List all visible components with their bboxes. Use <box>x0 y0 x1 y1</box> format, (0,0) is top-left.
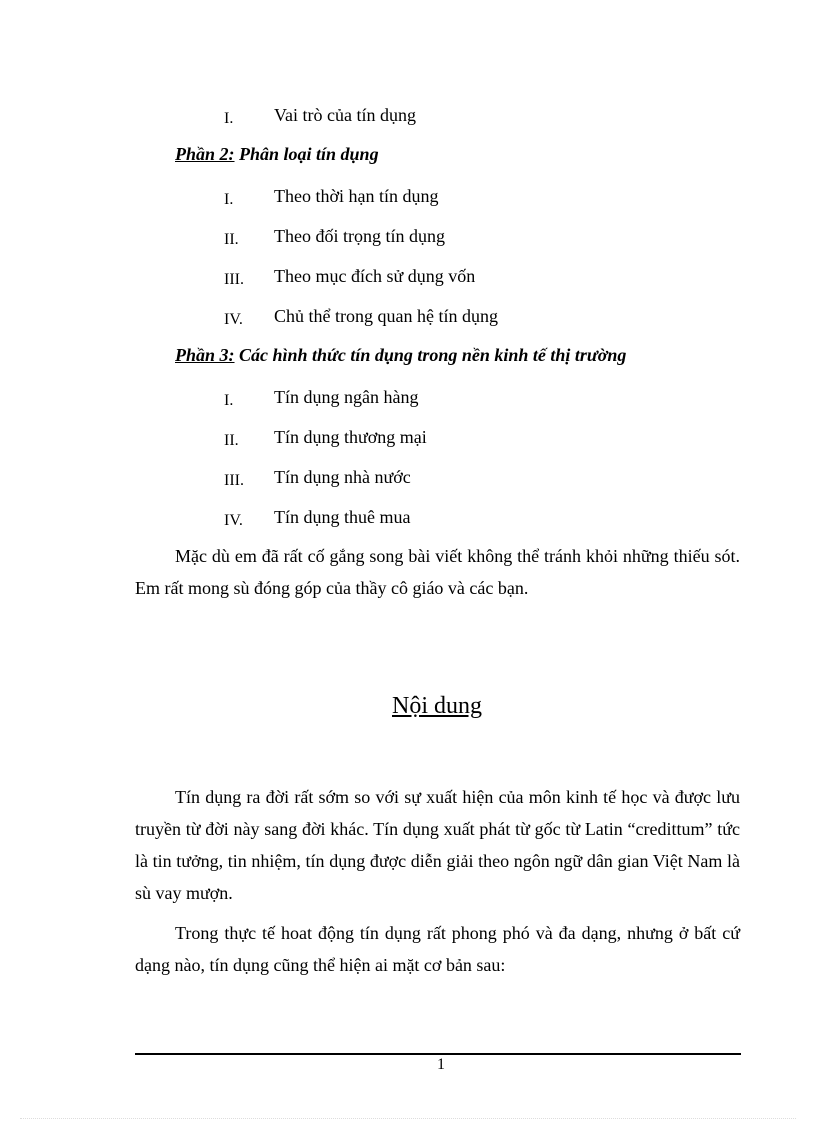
list-number: I. <box>224 392 234 409</box>
list-text: Theo đối trọng tín dụng <box>274 226 445 246</box>
body-paragraph-1: Tín dụng ra đời rất sớm so với sự xuất hiện của môn kinh tế học và được lưu truyền từ đời này sang đời khác. Tín dụng xuất phát từ gốc từ Latin “credittum” tức là tin tưởng, tin nhiệm, tín dụng được diễn giải theo ngôn ngữ dân gian Việt Nam là sù vay mượn. <box>135 787 740 903</box>
list-text: Tín dụng nhà nước <box>274 467 411 487</box>
list-number: III. <box>224 472 244 489</box>
section-title: Nội dung <box>392 693 482 719</box>
list-number: I. <box>224 110 234 127</box>
list-number: IV. <box>224 512 243 529</box>
list-text: Tín dụng thuê mua <box>274 507 411 527</box>
list-text: Chủ thể trong quan hệ tín dụng <box>274 306 498 326</box>
list-text: Tín dụng ngân hàng <box>274 387 419 407</box>
part-3-label: Phần 3: <box>175 345 235 365</box>
list-text: Theo thời hạn tín dụng <box>274 186 439 206</box>
part-2-heading <box>175 144 379 165</box>
list-number: II. <box>224 231 239 248</box>
list-text: Vai trò của tín dụng <box>274 105 416 125</box>
part-3-title: Các hình thức tín dụng trong nền kinh tế thị trường <box>239 345 627 365</box>
list-text: Tín dụng thương mại <box>274 427 427 447</box>
page-number: 1 <box>437 1056 445 1073</box>
footer-divider <box>135 1053 741 1055</box>
page-bottom-border <box>20 1118 796 1119</box>
part-2-label: Phần 2: <box>175 144 235 164</box>
part-3-heading <box>175 345 626 366</box>
body-paragraph-2: Trong thực tế hoat động tín dụng rất phong phó và đa dạng, nhưng ở bất cứ dạng nào, tín dụng cũng thể hiện ai mặt cơ bản sau: <box>135 923 740 975</box>
closing-paragraph: Mặc dù em đã rất cố gắng song bài viết không thể tránh khỏi những thiếu sót. Em rất mong sù đóng góp của thầy cô giáo và các bạn. <box>135 546 740 598</box>
part-2-title: Phân loại tín dụng <box>239 144 379 164</box>
list-number: I. <box>224 191 234 208</box>
list-number: II. <box>224 432 239 449</box>
list-number: IV. <box>224 311 243 328</box>
list-number: III. <box>224 271 244 288</box>
list-text: Theo mục đích sử dụng vốn <box>274 266 476 286</box>
